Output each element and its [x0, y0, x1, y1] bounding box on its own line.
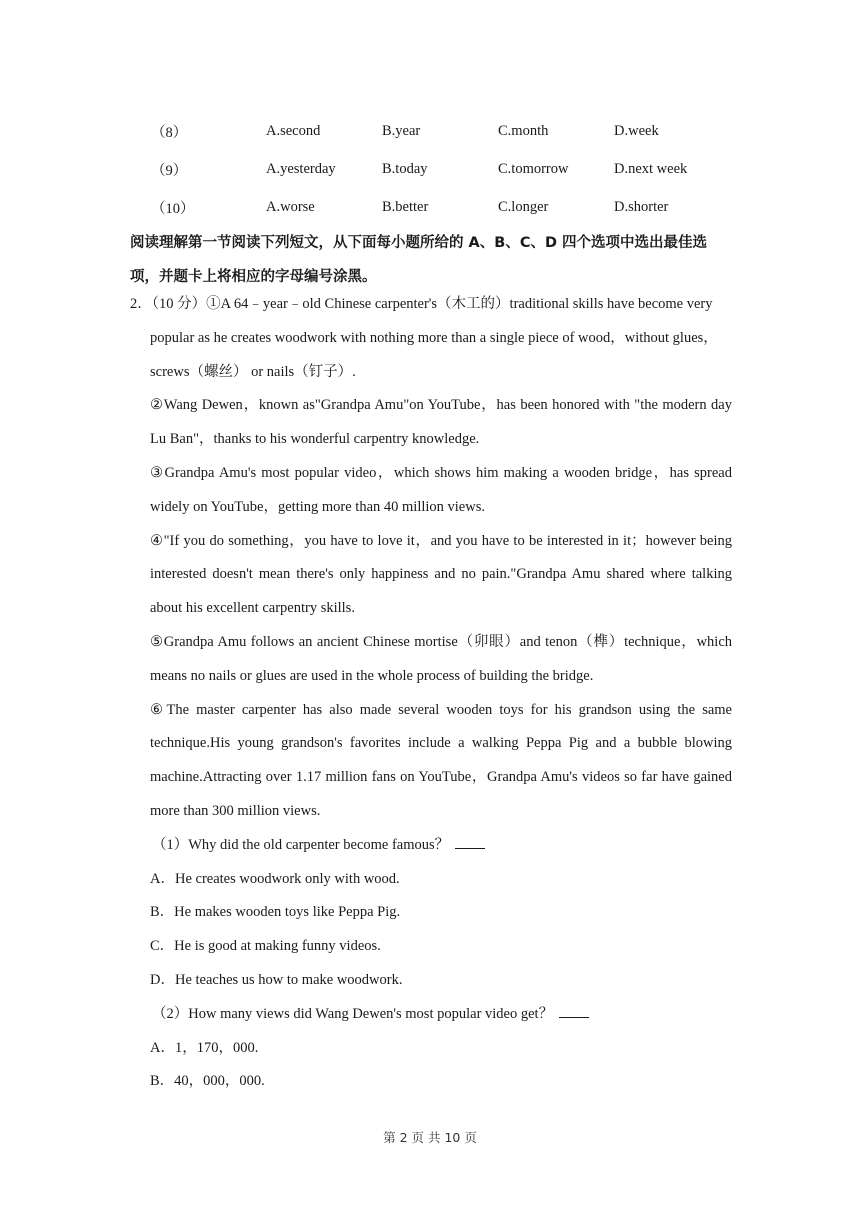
- passage-paragraph: ②Wang Dewen，known as"Grandpa Amu"on YouTube，has been honored with "the modern day Lu Ban"，thanks to his wonderful carpentry knowledge.: [150, 397, 732, 448]
- option-a: A.worse: [266, 198, 315, 215]
- question-head: 2．（10 分）①A 64﹣year﹣old Chinese carpenter's（木工的）traditional skills have become very popular as he creates woodwork with nothing more than a single piece of wood，without glues，screws（螺丝） or nails（钉子）.: [130, 296, 718, 380]
- option-c: C.longer: [498, 198, 549, 215]
- passage-paragraph: ③Grandpa Amu's most popular video，which shows him making a wooden bridge，has spread widely on YouTube，getting more than 40 million views.: [150, 464, 732, 515]
- option-b: B.year: [382, 122, 421, 139]
- answer-choice: B．He makes wooden toys like Peppa Pig.: [150, 904, 401, 921]
- answer-choice: D．He teaches us how to make woodwork.: [150, 971, 403, 988]
- answer-choice: A．1，170，000.: [150, 1039, 259, 1056]
- answer-blank[interactable]: [559, 1001, 589, 1018]
- option-number: （10）: [151, 200, 195, 217]
- sub-question: [130, 829, 732, 863]
- sub-question: [130, 998, 732, 1032]
- options-table: [151, 112, 730, 226]
- option-d: D.week: [614, 122, 659, 139]
- options-row: [151, 188, 730, 226]
- option-d: D.shorter: [614, 198, 669, 215]
- option-c: C.month: [498, 122, 549, 139]
- passage-paragraph: ⑤Grandpa Amu follows an ancient Chinese mortise（卯眼）and tenon（榫）technique，which means no nails or glues are used in the whole process of building the bridge.: [150, 633, 732, 684]
- sub-question-text: （1）Why did the old carpenter become famous？: [152, 836, 450, 853]
- options-row: [151, 150, 730, 188]
- section-title: 阅读理解第一节阅读下列短文，从下面每小题所给的 A、B、C、D 四个选项中选出最佳选项，并题卡上将相应的字母编号涂黑。: [130, 235, 708, 285]
- option-number: （8）: [151, 124, 188, 141]
- reading-question: [130, 288, 732, 1099]
- option-a: A.yesterday: [266, 160, 336, 177]
- passage-paragraph: ⑥The master carpenter has also made several wooden toys for his grandson using the same technique.His young grandson's favorites include a walking Peppa Pig and a bubble blowing machine.Attracting over 1.17 million fans on YouTube，Grandpa Amu's videos so far have gained more than 300 million views.: [150, 701, 732, 819]
- sub-question-text: （2）How many views did Wang Dewen's most popular video get？: [152, 1005, 554, 1022]
- option-b: B.better: [382, 198, 429, 215]
- options-row: [151, 112, 730, 150]
- answer-choice: C．He is good at making funny videos.: [150, 938, 381, 955]
- answer-choice: B．40，000，000.: [150, 1073, 265, 1090]
- page-footer: 第 2 页 共 10 页: [383, 1130, 477, 1145]
- option-a: A.second: [266, 122, 321, 139]
- option-number: （9）: [151, 162, 188, 179]
- answer-choice: A．He creates woodwork only with wood.: [150, 870, 400, 887]
- answer-blank[interactable]: [455, 832, 485, 849]
- option-b: B.today: [382, 160, 428, 177]
- option-d: D.next week: [614, 160, 688, 177]
- option-c: C.tomorrow: [498, 160, 569, 177]
- passage-paragraph: ④"If you do something，you have to love it，and you have to be interested in it；however being interested doesn't mean there's only happiness and no pain."Grandpa Amu shared where talking about his excellent carpentry skills.: [150, 532, 732, 617]
